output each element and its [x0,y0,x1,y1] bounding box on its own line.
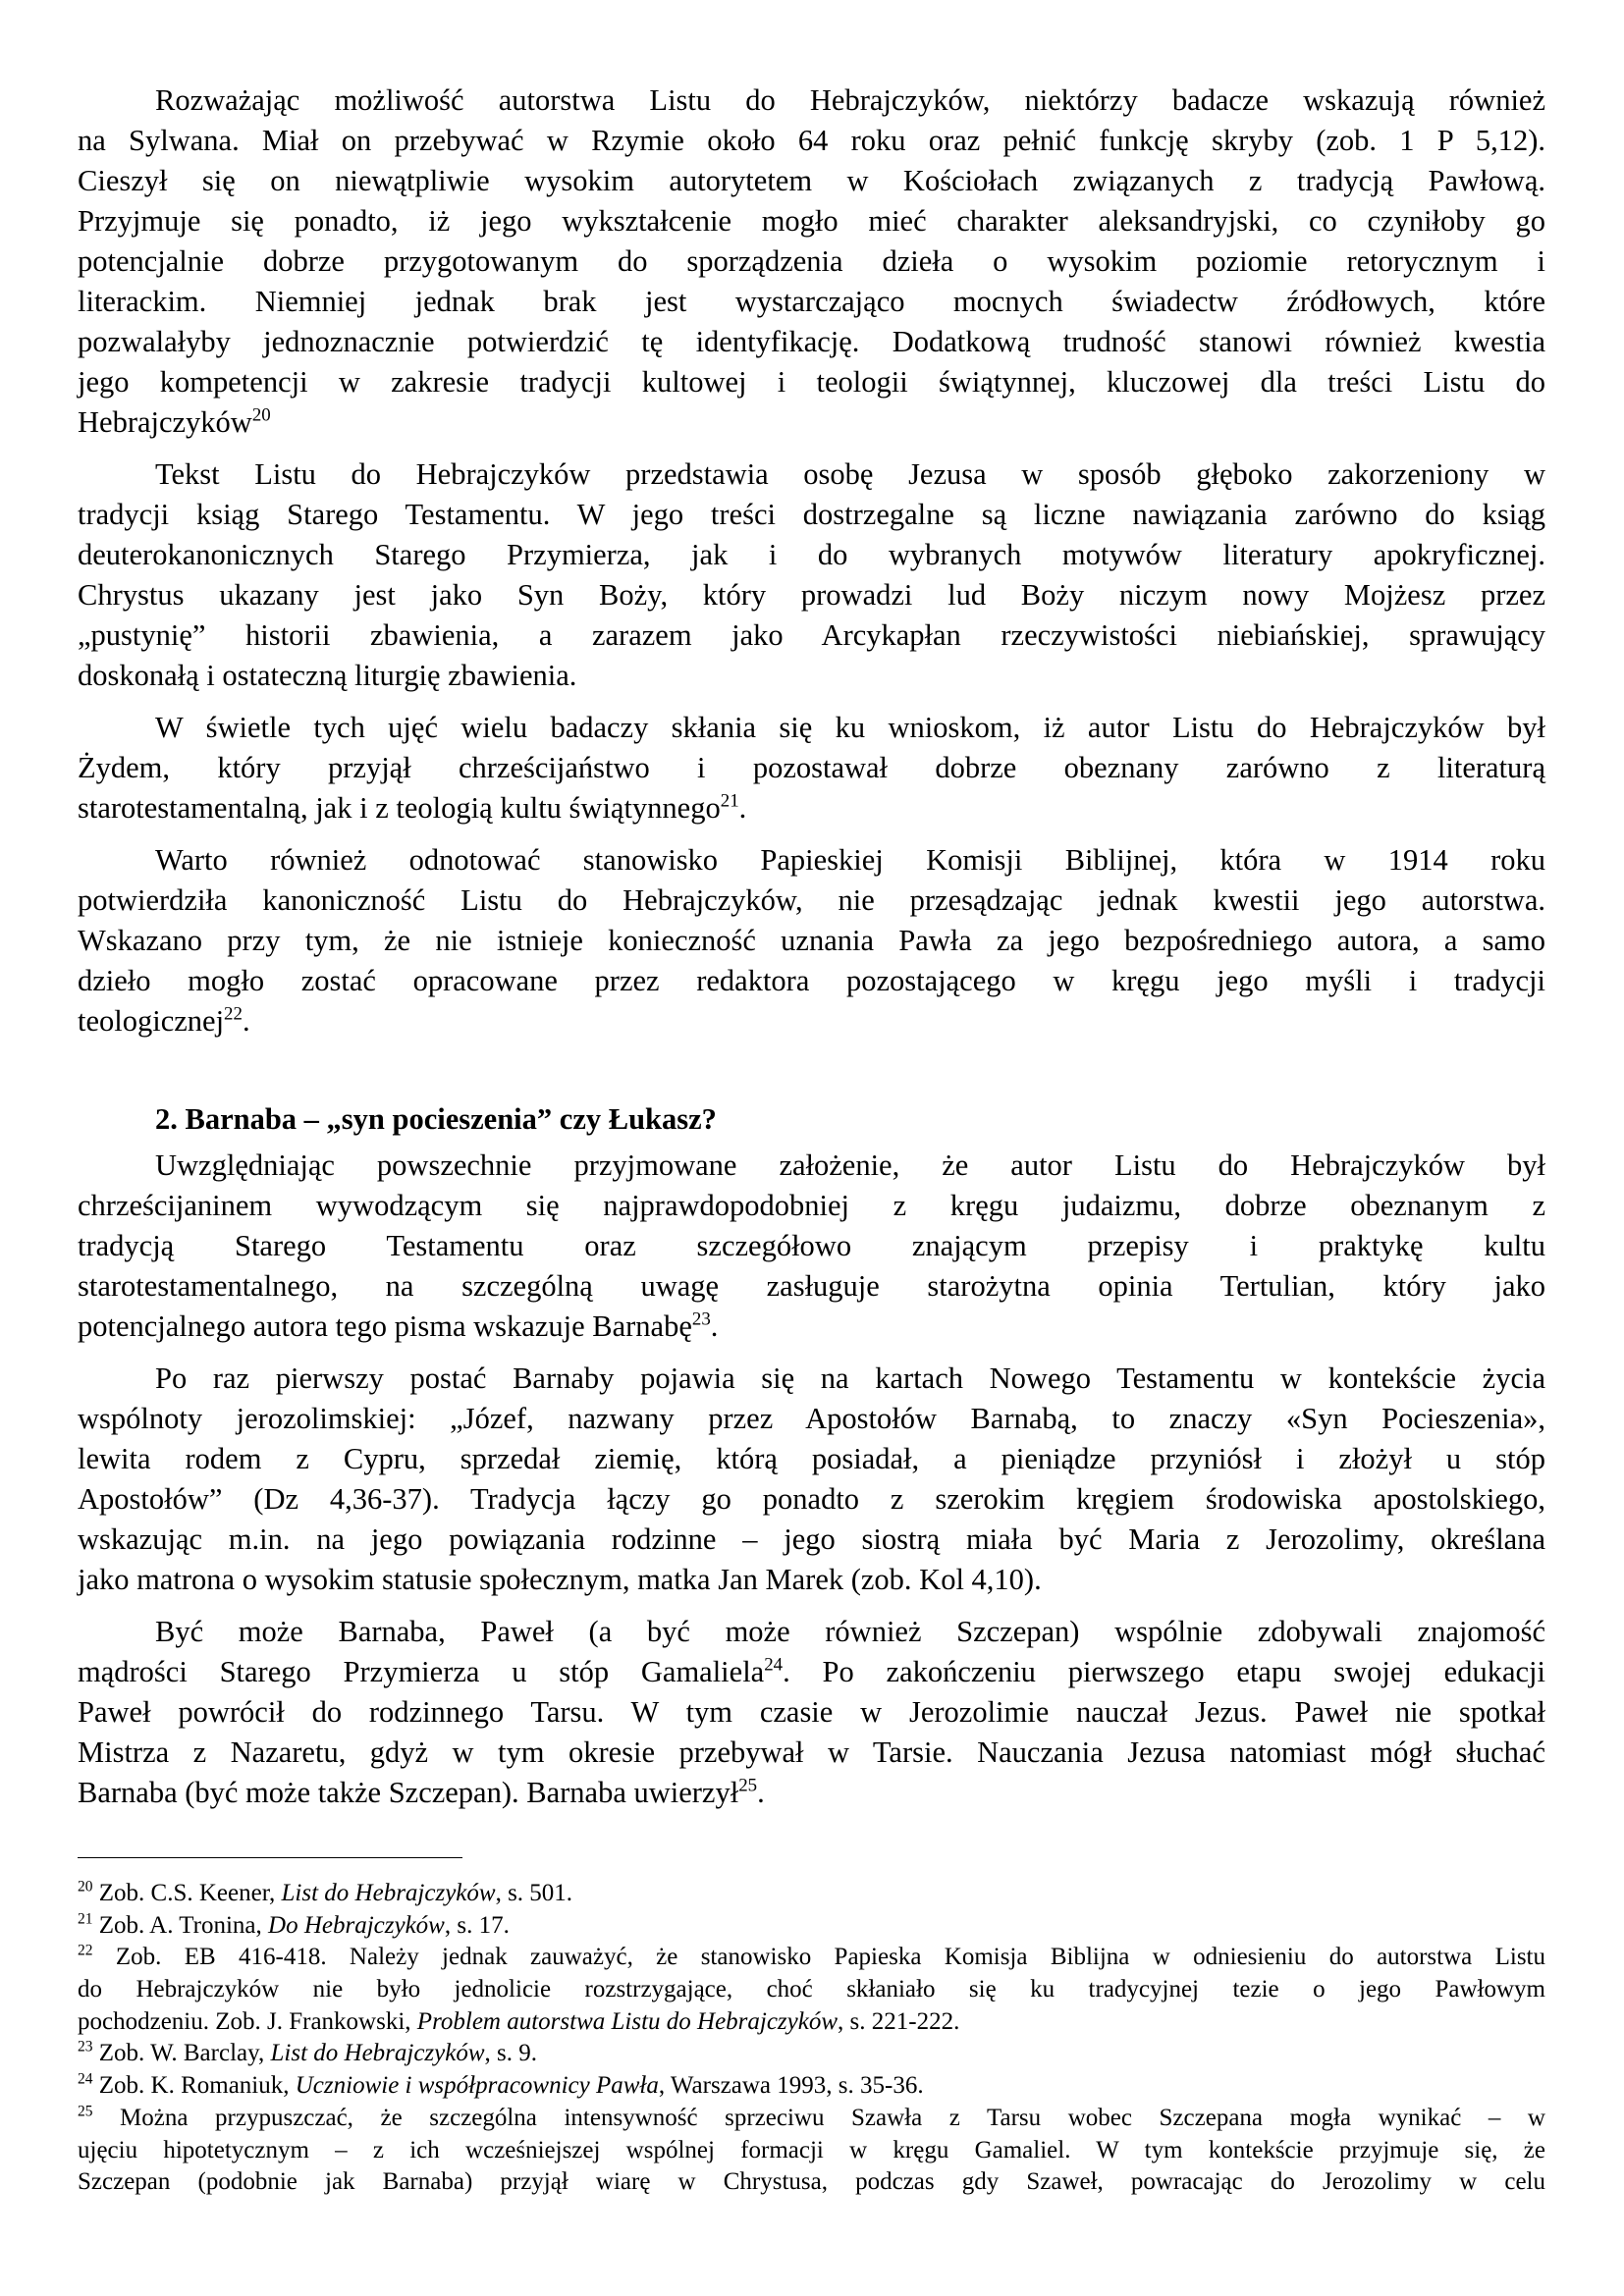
text: Zob. A. Tronina, [92,1911,269,1939]
text-line: Po raz pierwszy postać Barnaby pojawia się na kartach Nowego Testamentu w kontekście życia [155,1362,1545,1395]
footnote-25-line: ujęciu hipotetycznym – z ich wcześniejszej wspólnej formacji w kręgu Gamaliel. W tym kontekście przyjmuje się, że [78,2136,1545,2163]
text-line: wspólnoty jerozolimskiej: „Józef, nazwany przez Apostołów Barnabą, to znaczy «Syn Pocieszenia», [78,1402,1545,1435]
text: Zob. C.S. Keener, [92,1880,282,1906]
text-line: tradycją Starego Testamentu oraz szczegółowo znającym przepisy i praktykę kultu [78,1229,1545,1262]
text-line: deuterokanonicznych Starego Przymierza, jak i do wybranych motywów literatury apokryficznej. [78,538,1545,571]
footnote-number: 21 [78,1910,93,1928]
text-line: Cieszył się on niewątpliwie wysokim autorytetem w Kościołach związanych z tradycją Pawłową. [78,164,1545,197]
footnote-22 [78,1942,1545,1974]
footnote-ref-25[interactable]: 25 [738,1775,758,1796]
text-line [78,788,1545,828]
footnote-25 [78,2103,1545,2135]
text: , s. 221-222. [838,2007,960,2035]
text: teologicznej [78,1004,225,1038]
text-line: tradycji ksiąg Starego Testamentu. W jego treści dostrzegalne są liczne nawiązania zarówno do ksiąg [78,498,1545,531]
text: . Po zakończeniu pierwszego etapu swojej edukacji [783,1655,1545,1688]
footnote-23 [78,2038,1545,2070]
text-line: na Sylwana. Miał on przebywać w Rzymie około 64 roku oraz pełnić funkcję skryby (zob. 1 P 5,12). [78,124,1545,157]
citation-title: Uczniowie i współpracownicy Pawła [295,2072,659,2100]
text: , s. 17. [444,1911,510,1939]
text-line: Żydem, który przyjął chrześcijaństwo i pozostawał dobrze obeznany zarówno z literaturą [78,751,1545,784]
text-line: Uwzględniając powszechnie przyjmowane założenie, że autor Listu do Hebrajczyków był [155,1148,1545,1182]
text-line: Mistrza z Nazaretu, gdyż w tym okresie przebywał w Tarsie. Nauczania Jezusa natomiast mógł słuchać [78,1735,1545,1769]
text-line: literackim. Niemniej jednak brak jest wystarczająco mocnych świadectw źródłowych, które [78,285,1545,318]
text-line: dzieło mogło zostać opracowane przez redaktora pozostającego w kręgu jego myśli i tradycji [78,964,1545,997]
paragraph-5 [78,1146,1545,1347]
footnote-number: 20 [78,1878,93,1896]
text-line [78,1307,1545,1347]
text: Barnaba (być może także Szczepan). Barnaba uwierzył [78,1776,739,1809]
footnote-20 [78,1878,1545,1910]
text-line [78,402,1545,443]
text-line: pozwalałyby jednoznacznie potwierdzić tę identyfikację. Dodatkową trudność stanowi również kwestia [78,325,1545,358]
text-line: chrześcijaninem wywodzącym się najprawdopodobniej z kręgu judaizmu, dobrze obeznanym z [78,1189,1545,1222]
text: pochodzeniu. Zob. J. Frankowski, [78,2007,417,2035]
paragraph-2 [78,454,1545,696]
footnote-ref-20[interactable]: 20 [251,404,271,426]
paragraph-6 [78,1359,1545,1600]
text-line: „pustynię” historii zbawienia, a zarazem jako Arcykapłan rzeczywistości niebiańskiej, sprawujący [78,618,1545,652]
footnote-separator [78,1857,462,1858]
footnote-ref-24[interactable]: 24 [764,1654,784,1676]
text-line: potwierdziła kanoniczność Listu do Hebrajczyków, nie przesądzając jednak kwestii jego autorstwa. [78,883,1545,917]
footnote-22-line [78,2006,1545,2039]
text: . [738,791,747,825]
text: Zob. EB 416-418. Należy jednak zauważyć, że stanowisko Papieska Komisja Biblijna w odniesieniu do autorstwa Listu [92,1944,1545,1971]
footnote-22-line: do Hebrajczyków nie było jednolicie rozstrzygające, choć skłaniało się ku tradycyjnej tezie o jego Pawłowym [78,1976,1545,2003]
text-line: potencjalnie dobrze przygotowanym do sporządzenia dzieła o wysokim poziomie retorycznym i [78,244,1545,278]
text-line: wskazując m.in. na jego powiązania rodzinne – jego siostrą miała być Maria z Jerozolimy, określana [78,1522,1545,1556]
section-title: 2. Barnaba – „syn pocieszenia” czy Łukasz? [155,1102,717,1136]
citation-title: List do Hebrajczyków [270,2040,485,2067]
footnote-number: 22 [78,1942,93,1959]
footnote-ref-23[interactable]: 23 [691,1308,711,1330]
footnotes [78,1878,1545,2199]
footnote-ref-22[interactable]: 22 [224,1003,243,1025]
footnote-number: 23 [78,2038,93,2056]
section-heading [78,1099,1545,1140]
text: . [757,1776,765,1809]
text-line: Tekst Listu do Hebrajczyków przedstawia osobę Jezusa w sposób głęboko zakorzeniony w [155,457,1545,491]
text: , s. 501. [495,1880,573,1906]
text-line: starotestamentalnego, na szczególną uwagę zasługuje starożytna opinia Tertulian, który jako [78,1269,1545,1303]
citation-title: Problem autorstwa Listu do Hebrajczyków [416,2007,839,2035]
text: , s. 9. [484,2040,538,2067]
text: Można przypuszczać, że szczególna intensywność sprzeciwu Szawła z Tarsu wobec Szczepana mogła wynikać – w [92,2104,1545,2131]
text: Zob. W. Barclay, [92,2040,271,2067]
text: , Warszawa 1993, s. 35-36. [658,2072,924,2100]
text-line: W świetle tych ujęć wielu badaczy skłania się ku wnioskom, iż autor Listu do Hebrajczyków był [155,711,1545,744]
text-line: Przyjmuje się ponadto, iż jego wykształcenie mogło mieć charakter aleksandryjski, co czyniłoby go [78,204,1545,238]
text-line [78,1652,1545,1692]
text-line: Warto również odnotować stanowisko Papieskiej Komisji Biblijnej, która w 1914 roku [155,843,1545,877]
text-line: Być może Barnaba, Paweł (a być może również Szczepan) wspólnie zdobywali znajomość [155,1615,1545,1648]
text-line: Apostołów” (Dz 4,36-37). Tradycja łączy go ponadto z szerokim kręgiem środowiska apostolskiego, [78,1482,1545,1516]
paragraph-3 [78,708,1545,828]
text-line: jego kompetencji w zakresie tradycji kultowej i teologii świątynnej, kluczowej dla treści Listu do [78,365,1545,399]
text: . [710,1309,719,1343]
paragraph-1 [78,80,1545,443]
text: mądrości Starego Przymierza u stóp Gamaliela [78,1655,765,1688]
footnote-21 [78,1910,1545,1943]
paragraph-7 [78,1612,1545,1813]
paragraph-4 [78,840,1545,1041]
text-line [78,1773,1545,1813]
text: potencjalnego autora tego pisma wskazuje Barnabę [78,1309,692,1343]
text-line: jako matrona o wysokim statusie społecznym, matka Jan Marek (zob. Kol 4,10). [78,1563,1042,1596]
text-line: doskonałą i ostateczną liturgię zbawienia. [78,659,577,692]
text-line: Rozważając możliwość autorstwa Listu do Hebrajczyków, niektórzy badacze wskazują również [155,83,1545,117]
text-line: Wskazano przy tym, że nie istnieje konieczność uznania Pawła za jego bezpośredniego autora, a samo [78,924,1545,957]
citation-title: Do Hebrajczyków [268,1911,445,1939]
footnote-number: 25 [78,2103,93,2120]
text: Hebrajczyków [78,405,252,439]
text: . [242,1004,250,1038]
footnote-24 [78,2070,1545,2103]
footnote-25-line: Szczepan (podobnie jak Barnaba) przyjął wiarę w Chrystusa, podczas gdy Szaweł, powracając do Jerozolimy w celu [78,2168,1545,2196]
text: Zob. K. Romaniuk, [92,2072,296,2100]
text-line: lewita rodem z Cypru, sprzedał ziemię, którą posiadał, a pieniądze przyniósł i złożył u stóp [78,1442,1545,1475]
footnote-number: 24 [78,2070,93,2088]
text-line: Paweł powrócił do rodzinnego Tarsu. W tym czasie w Jerozolimie nauczał Jezus. Paweł nie spotkał [78,1695,1545,1729]
citation-title: List do Hebrajczyków [281,1880,496,1906]
text-line: Chrystus ukazany jest jako Syn Boży, który prowadzi lud Boży niczym nowy Mojżesz przez [78,578,1545,612]
text: starotestamentalną, jak i z teologią kultu świątynnego [78,791,721,825]
footnote-ref-21[interactable]: 21 [720,790,739,812]
text-line [78,1001,1545,1041]
